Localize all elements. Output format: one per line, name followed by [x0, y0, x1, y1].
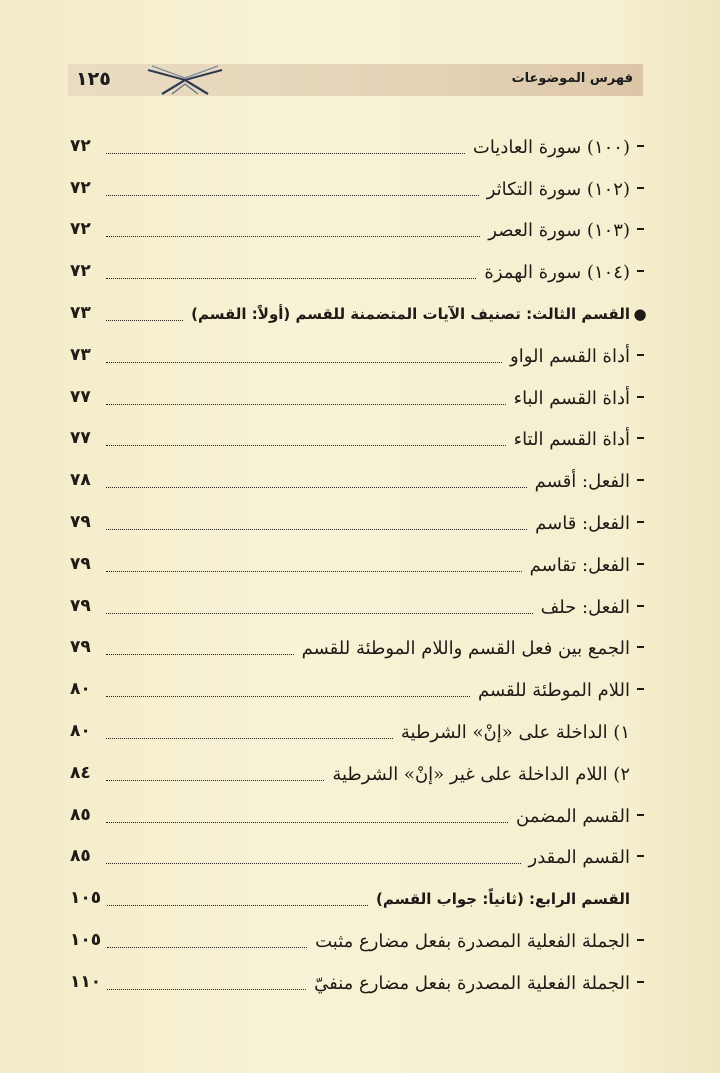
dash-icon: [630, 678, 650, 699]
toc-entry-title: أداة القسم الواو: [510, 345, 630, 367]
toc-entry-page: ٧٨: [70, 470, 91, 491]
toc-entry-title: الجملة الفعلية المصدرة بفعل مضارع منفيّ: [314, 972, 630, 994]
toc-entry-page: ٧٩: [70, 553, 91, 574]
toc-entry-page: ٧٢: [70, 219, 91, 240]
toc-entry-page: ٧٧: [70, 428, 91, 449]
toc-entry-page: ٧٢: [70, 177, 91, 198]
toc-entry: [70, 624, 650, 666]
dash-icon: [630, 218, 650, 239]
dot-leader: [106, 822, 508, 823]
toc-entry: [70, 916, 650, 958]
toc-entry-title: الجملة الفعلية المصدرة بفعل مضارع مثبت: [315, 930, 630, 952]
dot-leader: [106, 529, 527, 530]
toc-entry-title: القسم الثالث: تصنيف الآيات المتضمنة للقسم (أولاً: القسم): [191, 304, 630, 323]
dot-leader: [106, 236, 480, 237]
toc-entry-page: ١٠٥: [70, 929, 102, 950]
toc-entry-page: ٧٣: [70, 344, 91, 365]
toc-entry: [70, 456, 650, 498]
dash-icon: [630, 135, 650, 156]
dot-leader: [106, 696, 470, 697]
page-number: ١٢٥: [76, 68, 111, 90]
toc-entry: [70, 247, 650, 289]
dot-leader: [106, 613, 533, 614]
toc-entry-page: ٨٥: [70, 846, 91, 867]
dot-leader: [106, 780, 324, 781]
toc-entry: [70, 122, 650, 164]
dot-leader: [106, 362, 502, 363]
toc-entry-page: ٧٢: [70, 135, 91, 156]
dash-icon: [630, 595, 650, 616]
toc-entry-page: ٧٩: [70, 511, 91, 532]
dot-leader: [106, 153, 465, 154]
toc-entry-title: الفعل: أقسم: [534, 471, 630, 493]
dot-leader: [106, 487, 527, 488]
toc-entry-title: ١) الداخلة على «إنْ» الشرطية: [400, 721, 630, 743]
dot-leader: [107, 989, 306, 990]
toc-entry-page: ٧٧: [70, 386, 91, 407]
toc-entry-title: القسم المضمن: [516, 805, 630, 827]
toc-entry-title: (١٠٠) سورة العاديات: [472, 136, 630, 158]
toc-entry: [70, 540, 650, 582]
toc-entry-title: القسم المقدر: [528, 847, 630, 869]
dot-leader: [107, 905, 368, 906]
toc-entry: [70, 582, 650, 624]
toc-entry: [70, 206, 650, 248]
dot-leader: [106, 320, 183, 321]
open-book-icon: [142, 64, 228, 96]
dash-icon: [630, 971, 650, 992]
toc-entry: [70, 749, 650, 791]
toc-entry-title: أداة القسم التاء: [513, 429, 630, 451]
toc-entry-page: ٨٥: [70, 804, 91, 825]
dash-icon: [630, 344, 650, 365]
toc-entry-title: الجمع بين فعل القسم واللام الموطئة للقسم: [301, 638, 630, 660]
dash-icon: [630, 804, 650, 825]
dash-icon: [630, 427, 650, 448]
toc-entry-title: الفعل: قاسم: [535, 512, 630, 534]
toc-entry-title: أداة القسم الباء: [513, 387, 630, 409]
toc-entry-title: (١٠٣) سورة العصر: [488, 220, 630, 242]
toc-entry-title: الفعل: تقاسم: [529, 554, 630, 576]
dot-leader: [107, 947, 307, 948]
toc-entry-page: ٧٩: [70, 595, 91, 616]
toc-entry-title: ٢) اللام الداخلة على غير «إنْ» الشرطية: [332, 763, 630, 785]
dot-leader: [106, 404, 506, 405]
dash-icon: [630, 260, 650, 281]
dash-icon: [630, 553, 650, 574]
dot-leader: [106, 278, 476, 279]
dot-leader: [106, 863, 521, 864]
dash-icon: [630, 386, 650, 407]
dash-icon: [630, 636, 650, 657]
toc-entry-page: ٨٠: [70, 720, 91, 741]
dot-leader: [106, 445, 506, 446]
dot-leader: [106, 195, 479, 196]
header-title: فهرس الموضوعات: [511, 71, 633, 86]
toc-entry: [70, 164, 650, 206]
dash-icon: [630, 845, 650, 866]
toc-entry: [70, 289, 650, 331]
dot-leader: [106, 571, 522, 572]
toc-entry-page: ٨٤: [70, 762, 91, 783]
toc-entry: [70, 331, 650, 373]
toc-entry: [70, 665, 650, 707]
toc-entry-page: ٨٠: [70, 679, 91, 700]
toc-entry: [70, 498, 650, 540]
toc-entry: [70, 791, 650, 833]
toc-entry-title: القسم الرابع: (ثانياً: جواب القسم): [376, 890, 630, 909]
toc-entry: [70, 707, 650, 749]
dash-icon: [630, 511, 650, 532]
bullet-icon: ●: [633, 304, 647, 323]
toc-entry-page: ١١٠: [70, 971, 102, 992]
dash-icon: [630, 469, 650, 490]
page-header: [68, 64, 643, 96]
toc-entry-page: ١٠٥: [70, 888, 102, 909]
dash-icon: [630, 929, 650, 950]
toc-entry-page: ٧٩: [70, 637, 91, 658]
dot-leader: [106, 654, 294, 655]
toc-entry: [70, 958, 650, 1000]
table-of-contents: [70, 122, 650, 1000]
toc-entry-title: (١٠٤) سورة الهمزة: [484, 262, 630, 284]
toc-entry: [70, 373, 650, 415]
dash-icon: [630, 177, 650, 198]
toc-entry: [70, 833, 650, 875]
toc-entry: [70, 874, 650, 916]
toc-entry-page: ٧٣: [70, 302, 91, 323]
toc-entry-page: ٧٢: [70, 261, 91, 282]
dot-leader: [106, 738, 393, 739]
toc-entry-title: اللام الموطئة للقسم: [478, 680, 630, 702]
toc-entry-title: الفعل: حلف: [540, 596, 630, 618]
toc-entry: [70, 415, 650, 457]
toc-entry-title: (١٠٢) سورة التكاثر: [486, 178, 630, 200]
